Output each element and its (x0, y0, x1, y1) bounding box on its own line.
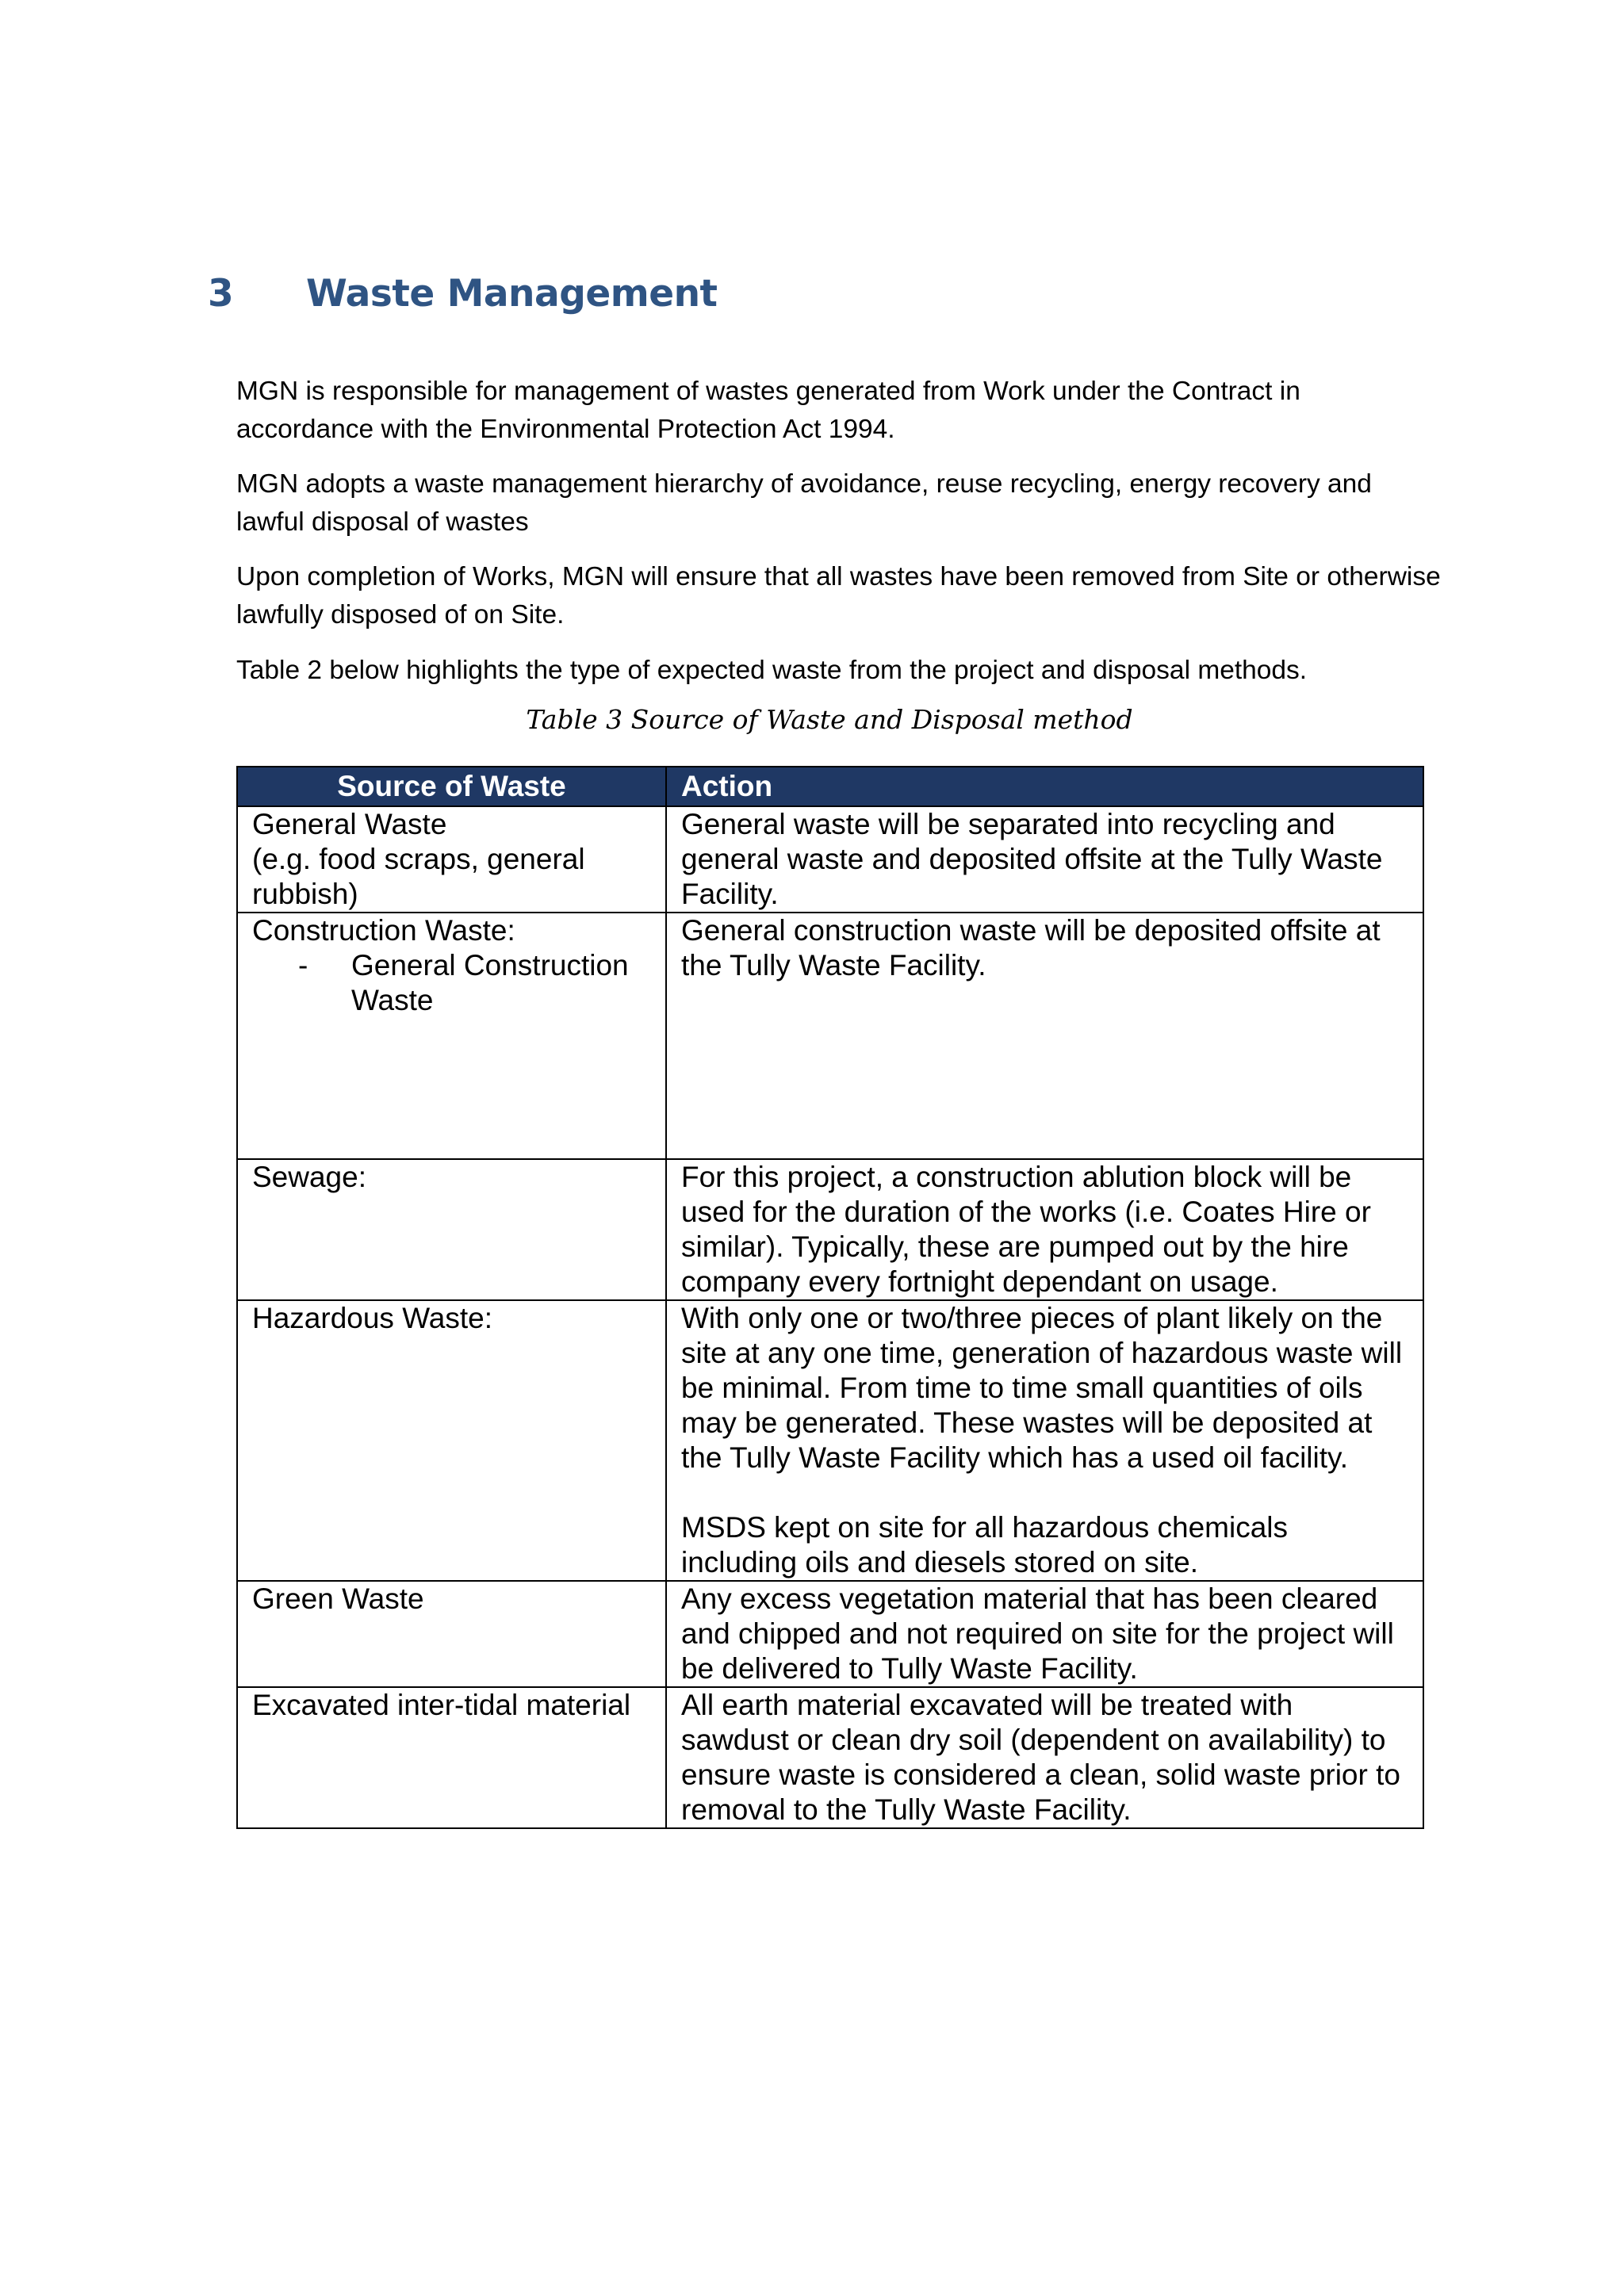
paragraph-responsibility: MGN is responsible for management of wastes generated from Work under the Contract in accordance with the Environmental Protection Act 1994. (236, 377, 1300, 444)
action-text: General construction waste will be deposited offsite at the Tully Waste Facility. (681, 914, 1381, 982)
source-cell (237, 1300, 666, 1581)
source-bullet-item (252, 948, 651, 1018)
table-caption: Table 3 Source of Waste and Disposal method (526, 704, 1133, 735)
action-text-msds: MSDS kept on site for all hazardous chemicals including oils and diesels stored on site. (681, 1511, 1289, 1578)
header-source-of-waste: Source of Waste (237, 767, 666, 806)
source-bullet-text: General Construction Waste (351, 949, 629, 1016)
table-row (237, 913, 1423, 1159)
action-cell (666, 913, 1423, 1159)
source-cell (237, 1687, 666, 1828)
action-text: All earth material excavated will be treated with sawdust or clean dry soil (dependent on availability) to ensure waste is considered a clean, solid waste prior to removal to the Tully Waste Facility. (681, 1689, 1400, 1826)
waste-table (236, 766, 1424, 1829)
action-cell (666, 1159, 1423, 1300)
source-cell (237, 1581, 666, 1687)
action-cell (666, 1687, 1423, 1828)
source-cell (237, 913, 666, 1159)
table-row (237, 1581, 1423, 1687)
table-row (237, 1687, 1423, 1828)
source-label: Green Waste (252, 1582, 424, 1615)
section-heading (208, 266, 718, 321)
source-label: Excavated inter-tidal material (252, 1689, 631, 1721)
source-label: Sewage: (252, 1161, 366, 1193)
action-cell (666, 1300, 1423, 1581)
table-row (237, 806, 1423, 913)
paragraph-hierarchy: MGN adopts a waste management hierarchy of avoidance, reuse recycling, energy recovery and lawful disposal of wastes (236, 469, 1372, 537)
paragraph-gap (681, 1475, 1408, 1510)
source-label: General Waste (252, 808, 447, 840)
action-text: With only one or two/three pieces of plant likely on the site at any one time, generation of hazardous waste will be minimal. From time to time small quantities of oils may be generated. These wastes will be deposited at the Tully Waste Facility which has a used oil facility. (681, 1302, 1403, 1474)
source-label: Hazardous Waste: (252, 1302, 492, 1334)
table-header-row (237, 767, 1423, 806)
source-cell (237, 1159, 666, 1300)
action-cell (666, 806, 1423, 913)
action-cell (666, 1581, 1423, 1687)
action-text: For this project, a construction ablution block will be used for the duration of the works (i.e. Coates Hire or similar). Typically, these are pumped out by the hire company every fortnight dependant on usage. (681, 1161, 1371, 1298)
table-row (237, 1300, 1423, 1581)
dash-bullet-icon: - (298, 949, 308, 982)
table-row (237, 1159, 1423, 1300)
paragraph-table-intro: Table 2 below highlights the type of expected waste from the project and disposal methods. (236, 656, 1308, 685)
source-label: Construction Waste: (252, 914, 515, 947)
header-action: Action (666, 767, 1423, 806)
action-text: Any excess vegetation material that has been cleared and chipped and not required on site for the project will be delivered to Tully Waste Facility. (681, 1582, 1394, 1685)
section-title: Waste Management (306, 271, 718, 316)
section-number: 3 (208, 271, 234, 316)
source-cell (237, 806, 666, 913)
paragraph-completion: Upon completion of Works, MGN will ensure that all wastes have been removed from Site or otherwise lawfully disposed of on Site. (236, 562, 1441, 629)
source-note: (e.g. food scraps, general rubbish) (252, 843, 585, 910)
action-text: General waste will be separated into recycling and general waste and deposited offsite at the Tully Waste Facility. (681, 808, 1383, 910)
